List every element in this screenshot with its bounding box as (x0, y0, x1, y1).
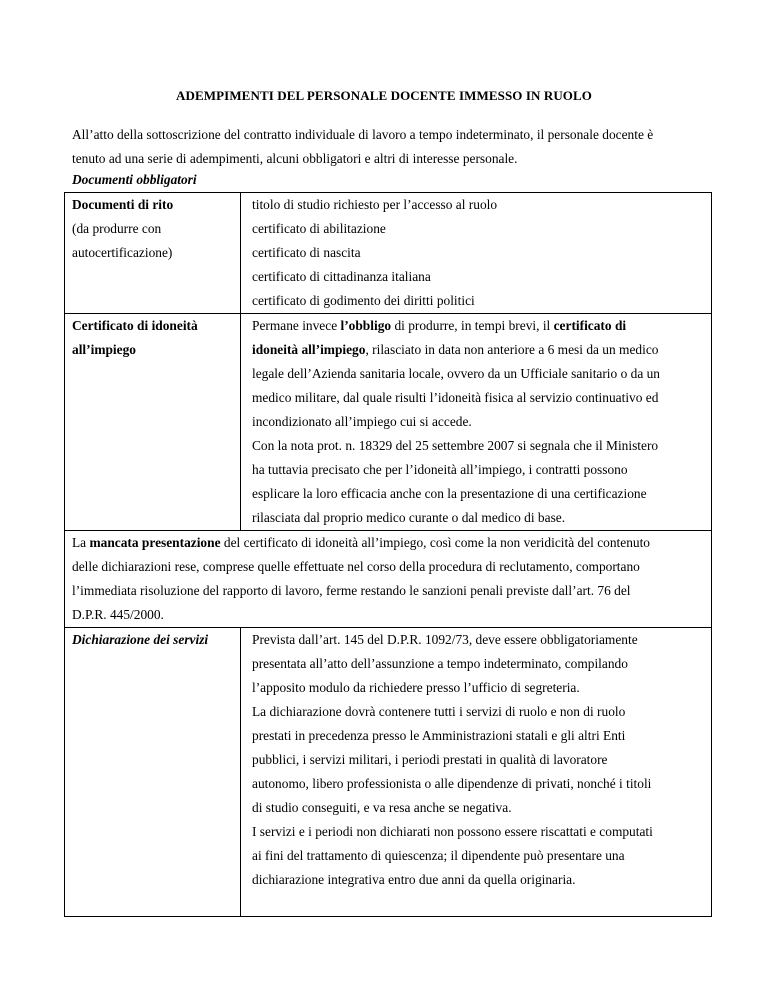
table-row-servizi (65, 628, 712, 917)
rito-item: certificato di godimento dei diritti politici (252, 293, 475, 308)
rito-sublabel-line: autocertificazione) (72, 245, 173, 260)
text-run: , rilasciato in data non anteriore a 6 mesi da un medico (365, 342, 659, 357)
servizi-text-cell (241, 628, 712, 917)
text-run-bold: l’obbligo (340, 318, 392, 333)
servizi-line: pubblici, i servizi militari, i periodi prestati in qualità di lavoratore (252, 752, 608, 767)
mancata-text-cell (65, 531, 712, 628)
servizi-line: presentata all’atto dell’assunzione a tempo indeterminato, compilando (252, 656, 628, 671)
servizi-label-cell (65, 628, 241, 917)
text-run: La (72, 535, 90, 550)
rito-items-cell (241, 193, 712, 314)
table-row-mancata (65, 531, 712, 628)
servizi-line: Prevista dall’art. 145 del D.P.R. 1092/73, deve essere obbligatoriamente (252, 632, 638, 647)
servizi-label: Dichiarazione dei servizi (72, 632, 209, 647)
idoneita-line: incondizionato all’impiego cui si accede. (252, 414, 472, 429)
servizi-line: ai fini del trattamento di quiescenza; il dipendente può presentare una (252, 848, 625, 863)
intro-paragraph (72, 123, 712, 171)
text-run: di produrre, in tempi brevi, il (391, 318, 554, 333)
text-run-bold: certificato di (553, 318, 627, 333)
document-title: ADEMPIMENTI DEL PERSONALE DOCENTE IMMESSO IN RUOLO (176, 88, 592, 103)
mancata-line: D.P.R. 445/2000. (72, 607, 164, 622)
servizi-line: di studio conseguiti, e va resa anche se negativa. (252, 800, 512, 815)
section-heading: Documenti obbligatori (72, 172, 197, 187)
idoneita-line: legale dell’Azienda sanitaria locale, ovvero da un Ufficiale sanitario o da un (252, 366, 660, 381)
idoneita-line: medico militare, dal quale risulti l’idoneità fisica al servizio continuativo ed (252, 390, 659, 405)
idoneita-label-line: Certificato di idoneità (72, 318, 198, 333)
servizi-line: autonomo, libero professionista o alle dipendenze di privati, nonché i titoli (252, 776, 652, 791)
idoneita-line (252, 338, 707, 362)
idoneita-label-cell (65, 314, 241, 531)
rito-sublabel-line: (da produrre con (72, 221, 162, 236)
mancata-line: l’immediata risoluzione del rapporto di lavoro, ferme restando le sanzioni penali previste dall’art. 76 del (72, 583, 631, 598)
idoneita-line (252, 314, 707, 338)
idoneita-label-line: all’impiego (72, 342, 136, 357)
rito-item: certificato di cittadinanza italiana (252, 269, 431, 284)
servizi-line: dichiarazione integrativa entro due anni da quella originaria. (252, 872, 576, 887)
rito-label: Documenti di rito (72, 197, 174, 212)
table-row-rito (65, 193, 712, 314)
idoneita-line: esplicare la loro efficacia anche con la presentazione di una certificazione (252, 486, 647, 501)
idoneita-text-cell (241, 314, 712, 531)
text-run-bold: mancata presentazione (89, 535, 221, 550)
text-run-bold: idoneità all’impiego (252, 342, 366, 357)
rito-item: certificato di nascita (252, 245, 361, 260)
servizi-line: I servizi e i periodi non dichiarati non possono essere riscattati e computati (252, 824, 653, 839)
documents-table (64, 192, 712, 917)
rito-item: certificato di abilitazione (252, 221, 386, 236)
rito-item: titolo di studio richiesto per l’accesso al ruolo (252, 197, 498, 212)
idoneita-line: Con la nota prot. n. 18329 del 25 settembre 2007 si segnala che il Ministero (252, 438, 659, 453)
rito-label-cell (65, 193, 241, 314)
servizi-line: l’apposito modulo da richiedere presso l’ufficio di segreteria. (252, 680, 580, 695)
table-row-idoneita (65, 314, 712, 531)
servizi-line: La dichiarazione dovrà contenere tutti i servizi di ruolo e non di ruolo (252, 704, 626, 719)
intro-line: All’atto della sottoscrizione del contratto individuale di lavoro a tempo indeterminato, il personale docente è (72, 127, 654, 142)
text-run: del certificato di idoneità all’impiego, così come la non veridicità del contenuto (220, 535, 650, 550)
mancata-line: delle dichiarazioni rese, comprese quelle effettuate nel corso della procedura di reclutamento, comportano (72, 559, 640, 574)
text-run: Permane invece (252, 318, 341, 333)
idoneita-line: ha tuttavia precisato che per l’idoneità all’impiego, i contratti possono (252, 462, 628, 477)
blank-line (252, 892, 707, 916)
servizi-line: prestati in precedenza presso le Amministrazioni statali e gli altri Enti (252, 728, 626, 743)
intro-line: tenuto ad una serie di adempimenti, alcuni obbligatori e altri di interesse personale. (72, 151, 518, 166)
mancata-line (72, 531, 707, 555)
idoneita-line: rilasciata dal proprio medico curante o dal medico di base. (252, 510, 566, 525)
